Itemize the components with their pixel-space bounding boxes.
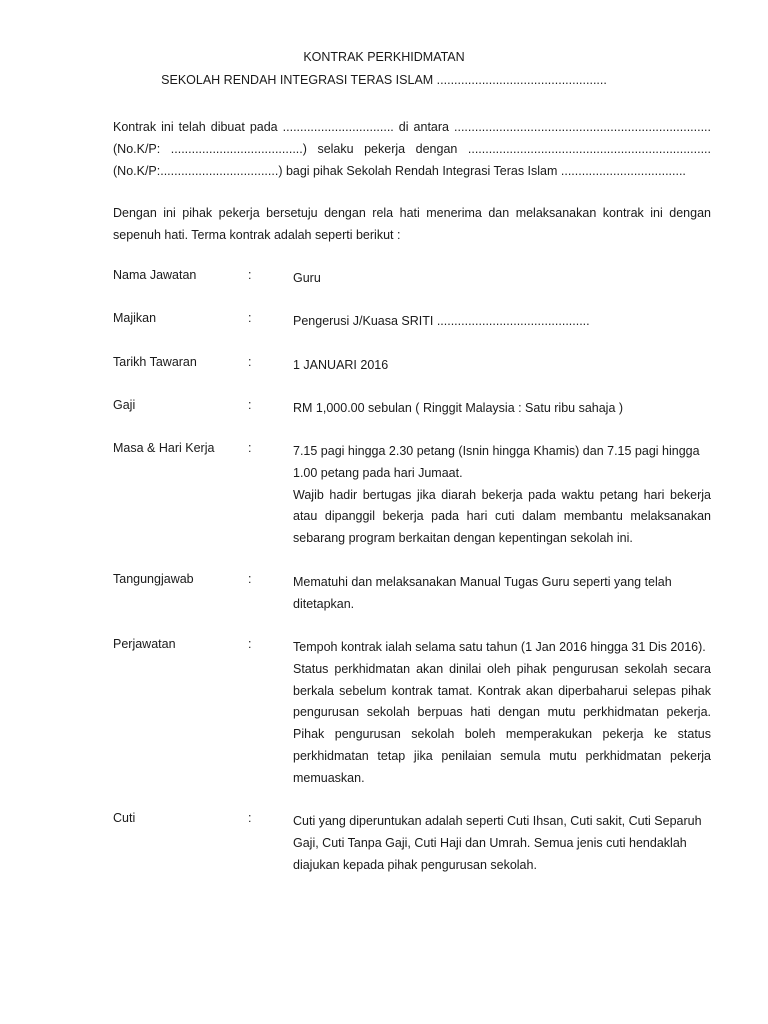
term-colon: : [248,572,252,586]
term-label: Tangungjawab [113,572,194,586]
term-value-text: RM 1,000.00 sebulan ( Ringgit Malaysia : Satu ribu sahaja ) [293,401,624,415]
term-label: Masa & Hari Kerja [113,441,215,455]
term-label: Gaji [113,398,136,412]
intro-text: Kontrak ini telah dibuat pada ................................ di antara ..........................................................................(No.K/P: ......................................) selaku pekerja dengan ...................................................................... (No.K/P:..................................) bagi pihak Sekolah Rendah Integrasi Teras Islam .................................... [113,120,711,178]
intro-paragraph [113,116,711,182]
term-colon: : [248,268,252,282]
term-colon: : [248,311,252,325]
term-value-text: 1 JANUARI 2016 [293,358,389,372]
term-value [293,441,711,550]
term-value-text: 7.15 pagi hingga 2.30 petang (Isnin hingga Khamis) dan 7.15 pagi hingga 1.00 petang pada hari Jumaat. [293,444,700,480]
term-colon: : [248,398,252,412]
term-colon: : [248,637,252,651]
term-value [293,572,711,616]
term-value-text: Tempoh kontrak ialah selama satu tahun (1 Jan 2016 hingga 31 Dis 2016). [293,640,706,654]
document-title: KONTRAK PERKHIDMATAN [303,50,465,64]
term-label: Nama Jawatan [113,268,197,282]
term-colon: : [248,811,252,825]
term-value [293,811,711,876]
term-value [293,398,711,420]
term-value-text: Cuti yang diperuntukan adalah seperti Cuti Ihsan, Cuti sakit, Cuti Separuh Gaji, Cuti Tanpa Gaji, Cuti Haji dan Umrah. Semua jenis cuti hendaklah diajukan kepada pihak pengurusan sekolah. [293,814,702,872]
agreement-text: Dengan ini pihak pekerja bersetuju dengan rela hati menerima dan melaksanakan kontrak ini dengan sepenuh hati. Terma kontrak adalah seperti berikut : [113,206,711,242]
term-colon: : [248,355,252,369]
school-name: SEKOLAH RENDAH INTEGRASI TERAS ISLAM ................................................. [161,73,607,87]
term-colon: : [248,441,252,455]
term-value-text: Guru [293,271,321,285]
term-value-text: Pengerusi J/Kuasa SRITI ............................................ [293,314,590,328]
term-label: Perjawatan [113,637,176,651]
term-label: Majikan [113,311,157,325]
term-value [293,311,711,333]
agreement-paragraph [113,202,711,246]
term-value [293,268,711,290]
term-label: Tarikh Tawaran [113,355,197,369]
term-value [293,355,711,377]
term-value [293,637,711,790]
term-value-text: Wajib hadir bertugas jika diarah bekerja pada waktu petang hari bekerja atau dipanggil bekerja pada hari cuti dalam membantu melaksanakan sebarang program berkaitan dengan kepentingan sekolah ini. [293,487,711,546]
term-value-text: Status perkhidmatan akan dinilai oleh pihak pengurusan sekolah secara berkala sebelum kontrak tamat. Kontrak akan diperbaharui selepas pihak pengurusan sekolah berpuas hati dengan mutu perkhidmatan pekerja. Pihak pengurusan sekolah boleh memperakukan pekerja ke status perkhidmatan tetap jika penilaian semula mutu perkhidmatan pekerja memuaskan. [293,661,711,785]
term-label: Cuti [113,811,136,825]
term-value-text: Mematuhi dan melaksanakan Manual Tugas Guru seperti yang telah ditetapkan. [293,575,672,611]
